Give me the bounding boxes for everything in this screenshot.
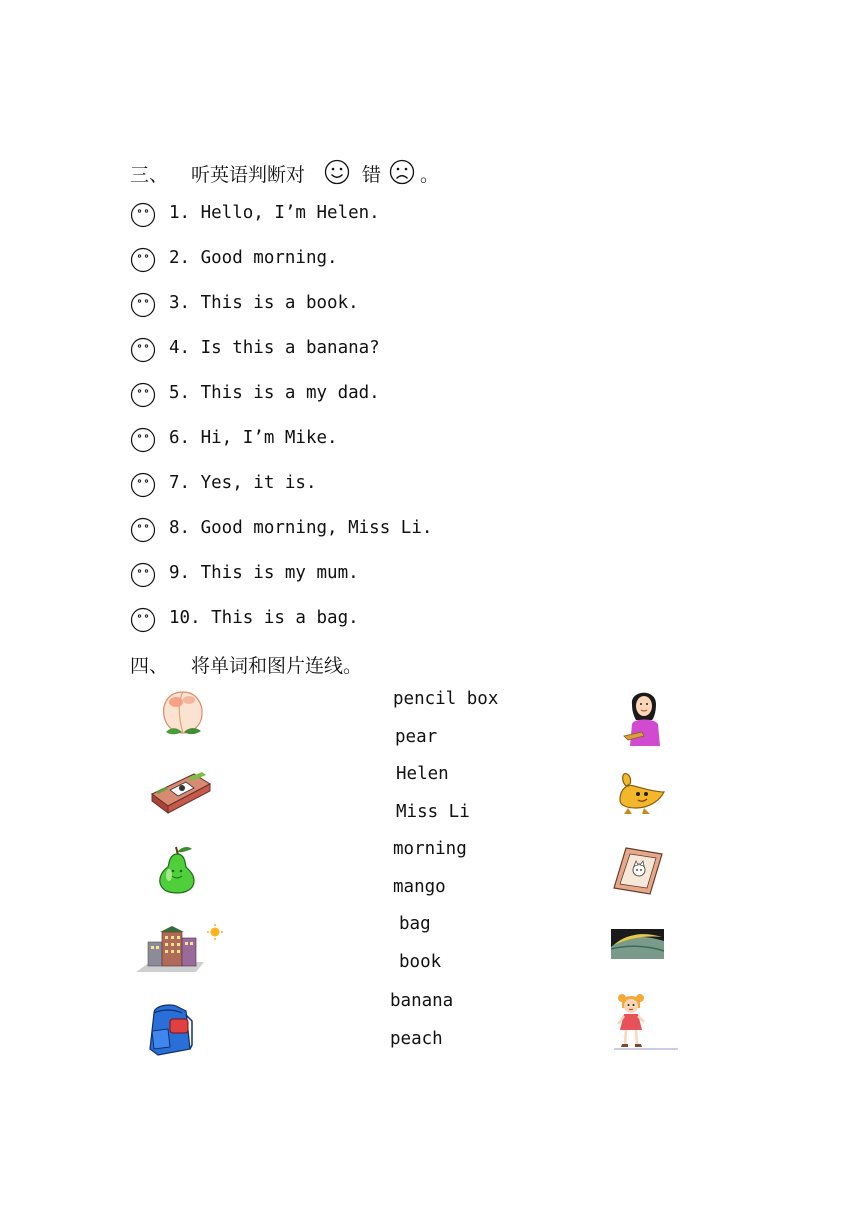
blank-face-icon[interactable] [130,562,156,588]
mango-picture[interactable] [610,927,666,961]
statement-item: 2. Good morning. [169,248,338,268]
word-miss-li: Miss Li [396,802,470,822]
pencil-box-picture[interactable] [148,768,212,816]
blank-face-icon[interactable] [130,427,156,453]
morning-city-picture[interactable] [134,922,226,976]
statement-item: 7. Yes, it is. [169,473,317,493]
word-wrong: 错 [362,164,382,186]
statement-item: 3. This is a book. [169,293,359,313]
peach-picture[interactable] [158,686,208,738]
word-bag: bag [399,914,431,934]
section-4-instruction: 将单词和图片连线。 [191,655,363,677]
statement-item: 9. This is my mum. [169,563,359,583]
statement-item: 4. Is this a banana? [169,338,380,358]
word-pencil-box: pencil box [393,689,499,709]
word-morning: morning [393,839,467,859]
blank-face-icon[interactable] [130,472,156,498]
statement-item: 6. Hi, I’m Mike. [169,428,338,448]
word-book: book [399,952,442,972]
helen-picture[interactable] [620,686,670,748]
word-pear: pear [395,727,438,747]
bag-picture[interactable] [144,1001,196,1059]
section-3-instruction: 听英语判断对 [191,164,306,186]
statement-item: 1. Hello, I’m Helen. [169,203,380,223]
word-mango: mango [393,877,446,897]
word-helen: Helen [396,764,449,784]
blank-face-icon[interactable] [130,292,156,318]
banana-picture[interactable] [614,768,668,816]
statement-item: 8. Good morning, Miss Li. [169,518,433,538]
end-mark: 。 [420,164,440,186]
smiling-face-icon [324,159,350,185]
blank-face-icon[interactable] [130,517,156,543]
book-picture[interactable] [612,846,664,896]
section-3-number: 三、 [130,164,169,186]
blank-face-icon[interactable] [130,247,156,273]
word-banana: banana [390,991,454,1011]
blank-face-icon[interactable] [130,607,156,633]
statement-item: 5. This is a my dad. [169,383,380,403]
girl-picture[interactable] [612,992,680,1052]
blank-face-icon[interactable] [130,337,156,363]
pear-picture[interactable] [156,843,198,895]
statement-item: 10. This is a bag. [169,608,359,628]
blank-face-icon[interactable] [130,202,156,228]
word-peach: peach [390,1029,443,1049]
frowning-face-icon [389,159,415,185]
blank-face-icon[interactable] [130,382,156,408]
section-4-number: 四、 [130,655,169,677]
